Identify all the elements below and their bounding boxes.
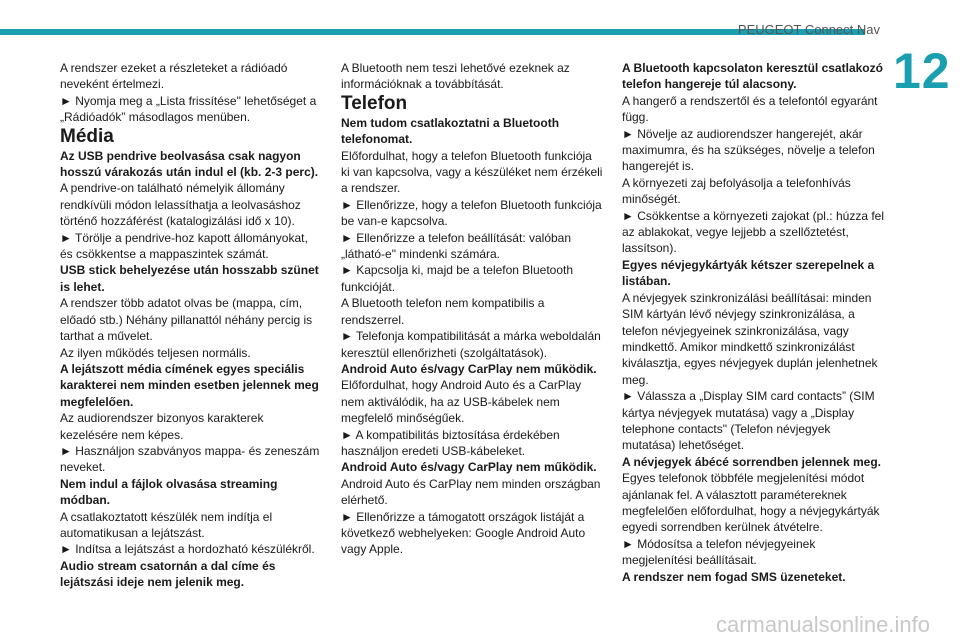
paragraph: Az audiorendszer bizonyos karakterek kezelésére nem képes.: [60, 411, 264, 442]
issue-title: A Bluetooth kapcsolaton keresztül csatlakozó telefon hangereje túl alacsony.: [622, 61, 883, 92]
paragraph: A Bluetooth nem teszi lehetővé ezeknek az információknak a továbbítását.: [341, 61, 570, 92]
paragraph: A pendrive-on található némelyik állomány rendkívüli módon lelassíthatja a leolvasáshoz történő hozzáférést (katalogizálási idő x 10).: [60, 181, 301, 229]
issue-title: Nem indul a fájlok olvasása streaming módban.: [60, 476, 278, 508]
paragraph: A rendszer több adatot olvas be (mappa, cím, előadó stb.) Néhány pillanattól néhány percig is tarthat a művelet.: [60, 296, 313, 344]
paragraph: ► Csökkentse a környezeti zajokat (pl.: húzza fel az ablakokat, vegye lejjebb a szellőztetést, lassítson).: [622, 208, 884, 256]
paragraph: ► Növelje az audiorendszer hangerejét, akár maximumra, és ha szükséges, növelje a telefon hangerejét is.: [622, 126, 875, 174]
issue-title: Android Auto és/vagy CarPlay nem működik.: [341, 361, 597, 376]
issue-title: Audio stream csatornán a dal címe és lejátszási ideje nem jelenik meg.: [60, 558, 276, 590]
paragraph: Előfordulhat, hogy a telefon Bluetooth funkciója ki van kapcsolva, vagy a készüléket nem érzékeli a rendszer.: [341, 148, 603, 196]
section-heading: Telefon: [341, 92, 408, 114]
paragraph: ► Indítsa a lejátszást a hordozható készülékről.: [60, 542, 315, 557]
issue-title: A rendszer nem fogad SMS üzeneteket.: [622, 569, 846, 584]
watermark: carmanualsonline.info: [715, 612, 930, 637]
text-column-3: [622, 60, 884, 585]
paragraph: ► Válassza a „Display SIM card contacts” (SIM kártya névjegyek mutatása) vagy a „Display telephone contacts" (Telefon névjegyek mutatása) lehetőséget.: [622, 389, 875, 453]
issue-title: Android Auto és/vagy CarPlay nem működik.: [341, 460, 597, 475]
section-heading: Média: [60, 125, 114, 147]
issue-title: A névjegyek ábécé sorrendben jelennek meg.: [622, 454, 881, 469]
issue-title: A lejátszott média címének egyes speciális karakterei nem minden esetben jelennek meg megfelelően.: [60, 361, 319, 409]
paragraph: ► Ellenőrizze, hogy a telefon Bluetooth funkciója be van-e kapcsolva.: [341, 197, 602, 229]
text-column-2: [341, 60, 603, 558]
paragraph: A csatlakoztatott készülék nem indítja el automatikusan a lejátszást.: [60, 509, 273, 540]
paragraph: ► Ellenőrizze a támogatott országok listáját a következő webhelyeken: Google Android Auto vagy Apple.: [341, 509, 586, 557]
paragraph: A környezeti zaj befolyásolja a telefonhívás minőségét.: [622, 175, 851, 207]
paragraph: A Bluetooth telefon nem kompatibilis a rendszerrel.: [341, 296, 545, 327]
paragraph: A névjegyek szinkronizálási beállításai: minden SIM kártyán lévő névjegy szinkronizálása, a telefon névjegyeinek szinkronizálása, vagy mindkettő. Amikor mindkettő szinkronizálást kiválasztja, egyes névjegyek duplán jelenhetnek meg.: [622, 290, 878, 387]
paragraph: Az ilyen működés teljesen normális.: [60, 345, 251, 360]
paragraph: ► Kapcsolja ki, majd be a telefon Bluetooth funkcióját.: [341, 263, 574, 294]
issue-title: USB stick behelyezése után hosszabb szünet is lehet.: [60, 263, 319, 294]
paragraph: Előfordulhat, hogy Android Auto és a CarPlay nem aktiválódik, ha az USB-kábelek nem megfelelő minőségűek.: [341, 378, 582, 426]
paragraph: ► Törölje a pendrive-hoz kapott állományokat, és csökkentse a mappaszintek számát.: [60, 230, 308, 262]
header-accent-bar: [0, 29, 865, 35]
text-column-1: [60, 60, 322, 591]
paragraph: ► Nyomja meg a „Lista frissítése" lehetőséget a „Rádióadók” másodlagos menüben.: [60, 93, 317, 125]
issue-title: Nem tudom csatlakoztatni a Bluetooth telefonomat.: [341, 115, 560, 147]
paragraph: ► Ellenőrizze a telefon beállítását: valóban „látható-e" mindenki számára.: [341, 230, 572, 262]
paragraph: ► Módosítsa a telefon névjegyeinek megjelenítési beállításait.: [622, 536, 816, 568]
chapter-number: 12: [893, 43, 951, 99]
paragraph: Android Auto és CarPlay nem minden országban elérhető.: [341, 476, 601, 508]
paragraph: ► Telefonja kompatibilitását a márka weboldalán keresztül ellenőrizheti (szolgáltatások).: [341, 329, 601, 360]
paragraph: A rendszer ezeket a részleteket a rádióadó neveként értelmezi.: [60, 61, 288, 92]
issue-title: Egyes névjegykártyák kétszer szerepelnek a listában.: [622, 257, 875, 289]
paragraph: ► A kompatibilitás biztosítása érdekében használjon eredeti USB-kábeleket.: [341, 427, 560, 458]
paragraph: ► Használjon szabványos mappa- és zeneszám neveket.: [60, 443, 320, 475]
paragraph: A hangerő a rendszertől és a telefontól egyaránt függ.: [622, 93, 878, 125]
header-title: PEUGEOT Connect Nav: [737, 22, 880, 37]
issue-title: Az USB pendrive beolvasása csak nagyon hosszú várakozás után indul el (kb. 2-3 perc).: [60, 148, 319, 180]
paragraph: Egyes telefonok többféle megjelenítési módot ajánlanak fel. A választott paramétereknek megfelelően előfordulhat, hogy a névjegykártyák egyedi sorrendben kerülnek átvételre.: [622, 471, 880, 535]
